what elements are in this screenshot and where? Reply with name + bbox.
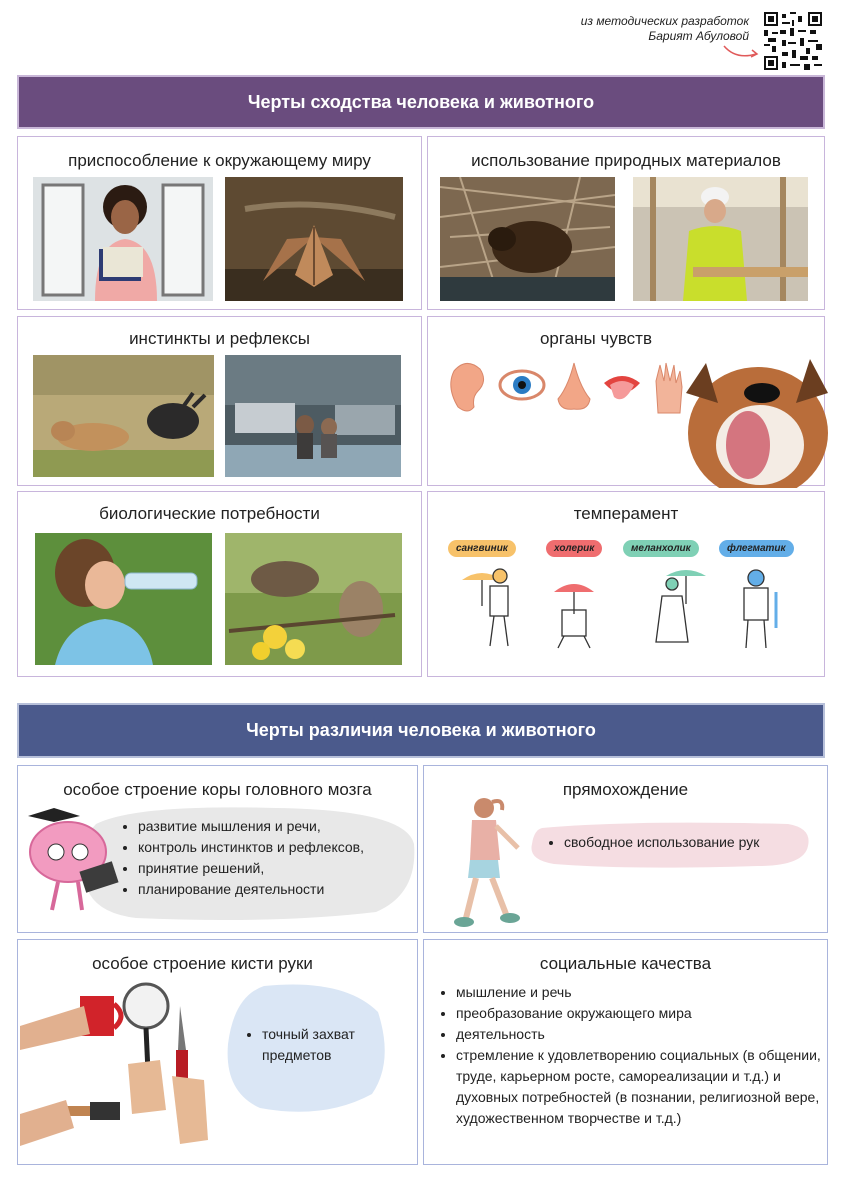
temperament-phlegmatic: флегматик xyxy=(719,540,794,557)
phlegmatic-figure-icon xyxy=(744,570,776,648)
hands-tools-image xyxy=(20,980,230,1160)
knife-icon xyxy=(176,1006,188,1080)
walking-person-icon xyxy=(448,794,528,930)
list-item: • контроль инстинктов и рефлексов, xyxy=(138,837,364,858)
card-biological-needs xyxy=(17,491,422,677)
senses-icons xyxy=(444,357,694,417)
melancholic-figure-icon xyxy=(656,570,706,642)
builder-image xyxy=(633,177,808,301)
card-adaptation-title: приспособление к окружающему миру xyxy=(68,151,371,170)
brain-icon xyxy=(22,806,126,916)
credit-line-2: Барият Абуловой xyxy=(648,29,749,43)
temperament-sanguine: сангвиник xyxy=(448,540,516,557)
card-natural-materials xyxy=(427,136,825,310)
sanguine-figure-icon xyxy=(462,569,508,646)
difference-banner xyxy=(17,703,825,758)
nose-icon xyxy=(558,363,590,409)
card-temperament xyxy=(427,491,825,677)
girl-drinking-image xyxy=(35,533,212,665)
list-item: • развитие мышления и речи, xyxy=(138,816,364,837)
card-hand xyxy=(17,939,418,1165)
card-instincts xyxy=(17,316,422,486)
brain-list xyxy=(120,816,364,900)
arrow-icon xyxy=(722,40,762,62)
similarity-title: Черты сходства человека и животного xyxy=(247,91,595,112)
card-biological-needs-title: биологические потребности xyxy=(99,504,320,523)
student-image xyxy=(33,177,213,301)
credit-line-1: из методических разработок xyxy=(580,14,749,28)
ear-icon xyxy=(451,363,484,411)
card-brain-title: особое строение коры головного мозга xyxy=(63,780,372,799)
card-walking xyxy=(423,765,828,933)
choleric-figure-icon xyxy=(554,584,594,648)
hand-list xyxy=(244,1024,402,1066)
moth-image xyxy=(225,177,403,301)
card-brain xyxy=(17,765,418,933)
temperament-figures xyxy=(444,566,814,652)
card-social-title: социальные качества xyxy=(539,954,712,973)
list-item: • точный захват предметов xyxy=(262,1024,402,1066)
qr-code-icon[interactable] xyxy=(764,12,822,70)
temperament-choleric: холерик xyxy=(546,540,602,557)
list-item: • принятие решений, xyxy=(138,858,364,879)
birds-image xyxy=(225,533,402,665)
card-instincts-title: инстинкты и рефлексы xyxy=(129,329,310,348)
eye-icon xyxy=(500,371,544,399)
list-item: • преобразование окружающего мира xyxy=(456,1003,836,1024)
card-social xyxy=(423,939,828,1165)
list-item: • свободное использование рук xyxy=(564,832,759,853)
list-item: • деятельность xyxy=(456,1024,836,1045)
list-item: • мышление и речь xyxy=(456,982,836,1003)
card-walking-title: прямохождение xyxy=(562,780,689,799)
list-item: • стремление к удовлетворению социальных (в общении, труде, карьерном росте, самореализации и т.д.) и духовных потребностей (в познании, религиозной вере, художественном творчестве и т.д.) xyxy=(456,1045,836,1129)
similarity-banner xyxy=(17,75,825,129)
difference-title: Черты различия человека и животного xyxy=(246,720,596,740)
flood-image xyxy=(225,355,401,477)
magnifier-icon xyxy=(124,984,168,1072)
social-list xyxy=(438,982,836,1129)
mouth-icon xyxy=(604,376,640,399)
card-senses-title: органы чувств xyxy=(539,329,653,348)
lion-wildebeest-image xyxy=(33,355,214,477)
dog-image xyxy=(678,353,836,488)
card-natural-materials-title: использование природных материалов xyxy=(471,151,781,170)
card-hand-title: особое строение кисти руки xyxy=(92,954,313,973)
card-senses xyxy=(427,316,825,486)
walking-list xyxy=(546,832,759,853)
temperament-melancholic: меланхолик xyxy=(623,540,699,557)
list-item: • планирование деятельности xyxy=(138,879,364,900)
card-temperament-title: темперамент xyxy=(573,504,679,523)
card-adaptation xyxy=(17,136,422,310)
beaver-image xyxy=(440,177,615,301)
